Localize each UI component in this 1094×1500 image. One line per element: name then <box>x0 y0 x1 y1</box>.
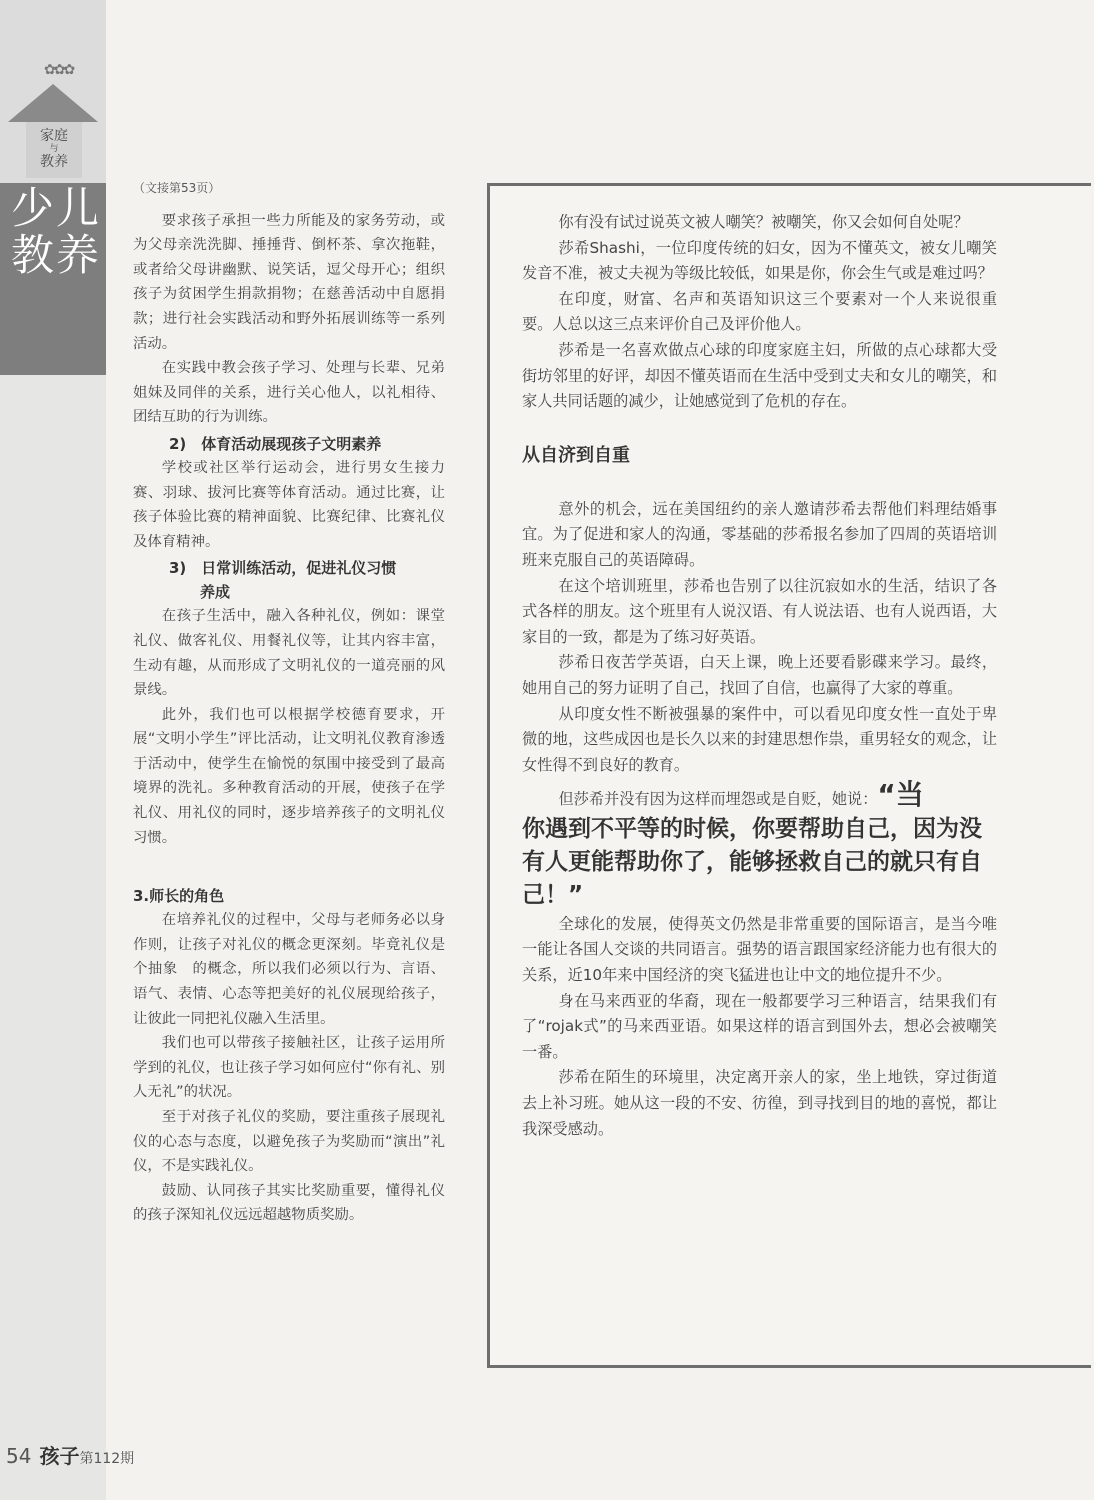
pull-quote: 你遇到不平等的时候，你要帮助自己，因为没有人更能帮助你了，能够拯救自己的就只有自己！” <box>522 815 982 908</box>
feature-box-article <box>522 210 997 1142</box>
paragraph: 我们也可以带孩子接触社区，让孩子运用所学到的礼仪，也让孩子学习如何应付“你有礼、别人无礼”的状况。 <box>133 1035 445 1101</box>
feature-heading: 从自济到自重 <box>522 444 630 466</box>
paragraph: 莎希在陌生的环境里，决定离开亲人的家，坐上地铁，穿过街道去上补习班。她从这一段的不安、彷徨，到寻找到目的地的喜悦，都让我深受感动。 <box>522 1068 997 1138</box>
magazine-name: 孩子 <box>39 1444 80 1468</box>
section-label-1: 家庭 <box>40 128 68 144</box>
subheading-sports: 2) 体育活动展现孩子文明素养 <box>169 434 382 453</box>
paragraph: 在孩子生活中，融入各种礼仪，例如：课堂礼仪、做客礼仪、用餐礼仪等，让其内容丰富，生动有趣，从而形成了文明礼仪的一道亮丽的风景线。 <box>133 608 445 699</box>
paragraph: 莎希是一名喜欢做点心球的印度家庭主妇，所做的点心球都大受街坊邻里的好评，却因不懂英语而在生活中受到丈夫和女儿的嘲笑，和家人共同话题的减少，让她感觉到了危机的存在。 <box>522 340 997 411</box>
paragraph: 莎希Shashi，一位印度传统的妇女，因为不懂英文，被女儿嘲笑发音不准，被丈夫视为等级比较低，如果是你，你会生气或是难过吗？ <box>522 238 997 283</box>
paragraph: 此外，我们也可以根据学校德育要求，开展“文明小学生”评比活动，让文明礼仪教育渗透于活动中，使学生在愉悦的氛围中接受到了最高境界的洗礼。多种教育活动的开展，使孩子在学礼仪、用礼仪的同时，逐步培养孩子的文明礼仪习惯。 <box>133 706 445 846</box>
paragraph: 在这个培训班里，莎希也告别了以往沉寂如水的生活，结识了各式各样的朋友。这个班里有人说汉语、有人说法语、也有人说西语，大家目的一致，都是为了练习好英语。 <box>522 576 997 646</box>
column-title-line-1: 少儿 <box>11 184 101 234</box>
continued-note: （文接第53页） <box>133 181 221 195</box>
column-title-line-2: 教养 <box>11 231 101 281</box>
left-column-article <box>133 176 445 1228</box>
paragraph: 意外的机会，远在美国纽约的亲人邀请莎希去帮他们料理结婚事宜。为了促进和家人的沟通，零基础的莎希报名参加了四周的英语培训班来克服自己的英语障碍。 <box>522 499 997 569</box>
page-footer <box>6 1440 134 1469</box>
paragraph: 你有没有试过说英文被人嘲笑？被嘲笑，你又会如何自处呢？ <box>558 213 969 231</box>
paragraph: 至于对孩子礼仪的奖励，要注重孩子展现礼仪的心态与态度，以避免孩子为奖励而“演出”礼仪，不是实践礼仪。 <box>133 1109 445 1175</box>
section-label-mid: 与 <box>49 144 59 154</box>
column-title <box>10 186 102 280</box>
paragraph: 在印度，财富、名声和英语知识这三个要素对一个人来说很重要。人总以这三点来评价自己及评价他人。 <box>522 289 997 334</box>
quote-open: “当 <box>877 778 924 812</box>
paragraph: 从印度女性不断被强暴的案件中，可以看见印度女性一直处于卑微的地，这些成因也是长久以来的封建思想作祟，重男轻女的观念，让女性得不到良好的教育。 <box>522 704 997 774</box>
subheading-daily-training <box>133 556 445 604</box>
section-house-logo <box>8 62 98 182</box>
section-label <box>26 122 82 178</box>
issue-number: 第112期 <box>79 1451 135 1467</box>
paragraph: 鼓励、认同孩子其实比奖励重要，懂得礼仪的孩子深知礼仪远远超越物质奖励。 <box>133 1182 445 1224</box>
subheading-line-1: 3) 日常训练活动，促进礼仪习惯 <box>169 559 397 578</box>
flower-icon: ✿✿✿ <box>44 62 74 78</box>
sidebar-lower-band <box>0 375 106 1500</box>
paragraph-with-quote <box>522 778 997 813</box>
paragraph: 要求孩子承担一些力所能及的家务劳动，或为父母亲洗洗脚、捶捶背、倒杯茶、拿次拖鞋，或者给父母讲幽默、说笑话，逗父母开心；组织孩子为贫困学生捐款捐物；在慈善活动中自愿捐款；进行社会实践活动和野外拓展训练等一系列活动。 <box>133 212 445 352</box>
paragraph: 在实践中教会孩子学习、处理与长辈、兄弟姐妹及同伴的关系，进行关心他人，以礼相待、团结互助的行为训练。 <box>133 360 445 426</box>
page-number: 54 <box>6 1444 32 1468</box>
house-roof-icon <box>8 84 98 122</box>
paragraph: 学校或社区举行运动会，进行男女生接力赛、羽球、拔河比赛等体育活动。通过比赛，让孩子体验比赛的精神面貌、比赛纪律、比赛礼仪及体育精神。 <box>133 459 445 550</box>
section-label-2: 教养 <box>40 154 68 170</box>
quote-lead: 但莎希并没有因为这样而埋怨或是自贬，她说： <box>558 790 878 809</box>
paragraph: 身在马来西亚的华裔，现在一般都要学习三种语言，结果我们有了“rojak式”的马来西亚语。如果这样的语言到国外去，想必会被嘲笑一番。 <box>522 991 997 1061</box>
heading-teacher-role: 3.师长的角色 <box>133 887 225 906</box>
paragraph: 在培养礼仪的过程中，父母与老师务必以身作则，让孩子对礼仪的概念更深刻。毕竟礼仪是个抽象 的概念，所以我们必须以行为、言语、语气、表情、心态等把美好的礼仪展现给孩子，让彼此一同把礼仪融入生活里。 <box>133 912 445 1027</box>
subheading-line-2: 养成 <box>200 583 231 602</box>
paragraph: 莎希日夜苦学英语，白天上课，晚上还要看影碟来学习。最终，她用自己的努力证明了自己，找回了自信，也赢得了大家的尊重。 <box>522 653 997 697</box>
paragraph: 全球化的发展，使得英文仍然是非常重要的国际语言，是当今唯一能让各国人交谈的共同语言。强势的语言跟国家经济能力也有很大的关系，近10年来中国经济的突飞猛进也让中文的地位提升不少。 <box>522 914 997 985</box>
